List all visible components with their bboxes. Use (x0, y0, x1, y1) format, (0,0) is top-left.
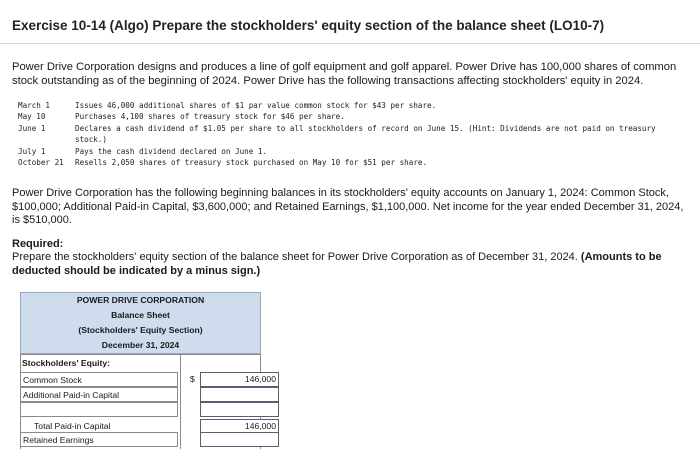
required-note: (Amounts to be deducted should be indicated by a minus sign.) (12, 251, 662, 277)
transaction-desc: Purchases 4,100 shares of treasury stock for $46 per share. (75, 112, 345, 122)
required-instruction: Prepare the stockholders' equity section of the balance sheet for Power Drive Corporation as of December 31, 2024. (12, 251, 578, 263)
transaction-row (18, 146, 688, 157)
apic-amount-input[interactable] (200, 387, 279, 402)
beginning-balances-text: Power Drive Corporation has the following beginning balances in its stockholders' equity accounts on January 1, 2024: Common Stock, $100,000; Additional Paid-in Capital, $3,600,000; and Retained Earnings, $1,100,000. Net income for the year ended December 31, 2024, is $510,000. (12, 187, 684, 227)
equity-row-common-stock (20, 372, 276, 387)
transaction-date: June 1 (18, 123, 46, 133)
equity-row-retained-earnings (20, 432, 261, 447)
intro-text: Power Drive Corporation designs and produces a line of golf equipment and golf apparel. Power Drive has 100,000 shares of common stock outstanding as of the beginning of 2024. Power Drive has the following transactions affecting stockholders' equity in 2024. (12, 61, 677, 87)
transaction-desc: Issues 46,000 additional shares of $1 par value common stock for $43 per share. (75, 101, 437, 110)
company-name: POWER DRIVE CORPORATION (76, 295, 205, 305)
row-label: Common Stock (23, 375, 82, 385)
equity-row-blank-1 (20, 402, 261, 417)
statement-date: December 31, 2024 (101, 340, 180, 350)
transaction-date: October 21 (18, 158, 64, 168)
required-heading: Required: (12, 238, 64, 250)
apic-label-input[interactable] (20, 387, 178, 402)
statement-name: Balance Sheet (111, 310, 170, 320)
row-label: Retained Earnings (23, 435, 94, 445)
common-stock-label-input[interactable] (20, 372, 178, 387)
common-stock-amount-input[interactable]: 146,000 (200, 372, 279, 387)
transaction-row (18, 100, 688, 111)
transaction-row (18, 111, 688, 122)
total-paid-in-amount-input[interactable]: 146,000 (200, 419, 279, 434)
section-name: (Stockholders' Equity Section) (78, 325, 203, 335)
balance-sheet-header (20, 292, 261, 354)
transaction-date: July 1 (18, 146, 46, 156)
transaction-desc: Pays the cash dividend declared on June 1. (75, 146, 268, 156)
equity-row-apic (20, 387, 261, 402)
row-label: Additional Paid-in Capital (23, 390, 120, 400)
blank-label-input[interactable] (20, 402, 178, 417)
transaction-row (18, 157, 688, 168)
dollar-sign: $ (190, 374, 195, 384)
required-text (12, 251, 688, 278)
retained-earnings-amount-input[interactable] (200, 432, 279, 447)
sheet-header-bottom (20, 354, 261, 355)
transaction-date: March 1 (18, 101, 51, 110)
blank-amount-input[interactable] (200, 402, 279, 417)
total-paid-in-label: Total Paid-in Capital (34, 421, 111, 431)
exercise-title: Exercise 10-14 (Algo) Prepare the stockholders' equity section of the balance sheet (LO10-7) (12, 18, 605, 33)
transaction-row (18, 123, 688, 146)
transaction-desc: Declares a cash dividend of $1.05 per share to all stockholders of record on June 15. (Hint: Dividends are not paid on treasury stock.) (75, 123, 656, 145)
transaction-desc: Resells 2,050 shares of treasury stock purchased on May 10 for $51 per share. (75, 158, 428, 168)
stockholders-equity-label: Stockholders' Equity: (22, 358, 110, 368)
title-divider (0, 43, 700, 44)
retained-earnings-label-input[interactable] (20, 432, 178, 447)
transaction-list (18, 100, 688, 168)
transaction-date: May 10 (18, 112, 46, 122)
